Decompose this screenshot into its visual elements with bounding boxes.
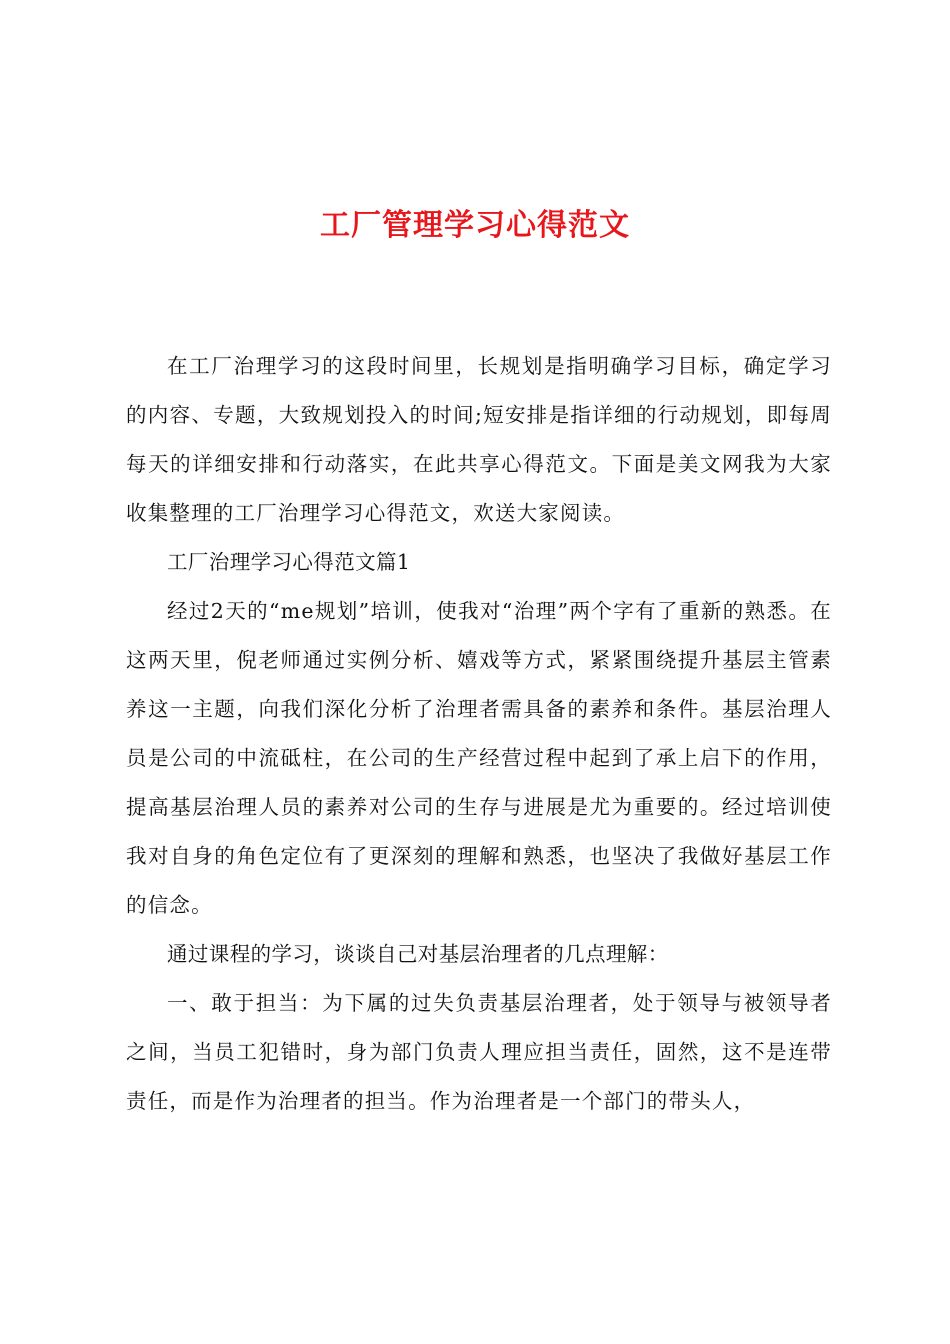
paragraph-training: 经过2天的“me规划”培训，使我对“治理”两个字有了重新的熟悉。在这两天里，倪老师通过实例分析、嬉戏等方式，紧紧围绕提升基层主管素养这一主题，向我们深化分析了治理者需具备的素养和条件。基层治理人员是公司的中流砥柱，在公司的生产经营过程中起到了承上启下的作用，提高基层治理人员的素养对公司的生存与进展是尤为重要的。经过培训使我对自身的角色定位有了更深刻的理解和熟悉，也坚决了我做好基层工作的信念。: [126, 599, 832, 917]
paragraph-intro: 在工厂治理学习的这段时间里，长规划是指明确学习目标，确定学习的内容、专题，大致规划投入的时间;短安排是指详细的行动规划，即每周每天的详细安排和行动落实，在此共享心得范文。下面是美文网我为大家收集整理的工厂治理学习心得范文，欢送大家阅读。: [126, 354, 832, 525]
paragraph-understanding-intro: 通过课程的学习，谈谈自己对基层治理者的几点理解：: [167, 942, 669, 966]
document-title: 工厂管理学习心得范文: [320, 208, 630, 243]
document-body: [126, 342, 832, 1126]
paragraph-point-one: 一、敢于担当：为下属的过失负责基层治理者，处于领导与被领导者之间，当员工犯错时，身为部门负责人理应担当责任，固然，这不是连带责任，而是作为治理者的担当。作为治理者是一个部门的带头人，: [126, 991, 832, 1113]
paragraph-subheading: 工厂治理学习心得范文篇1: [167, 550, 411, 574]
